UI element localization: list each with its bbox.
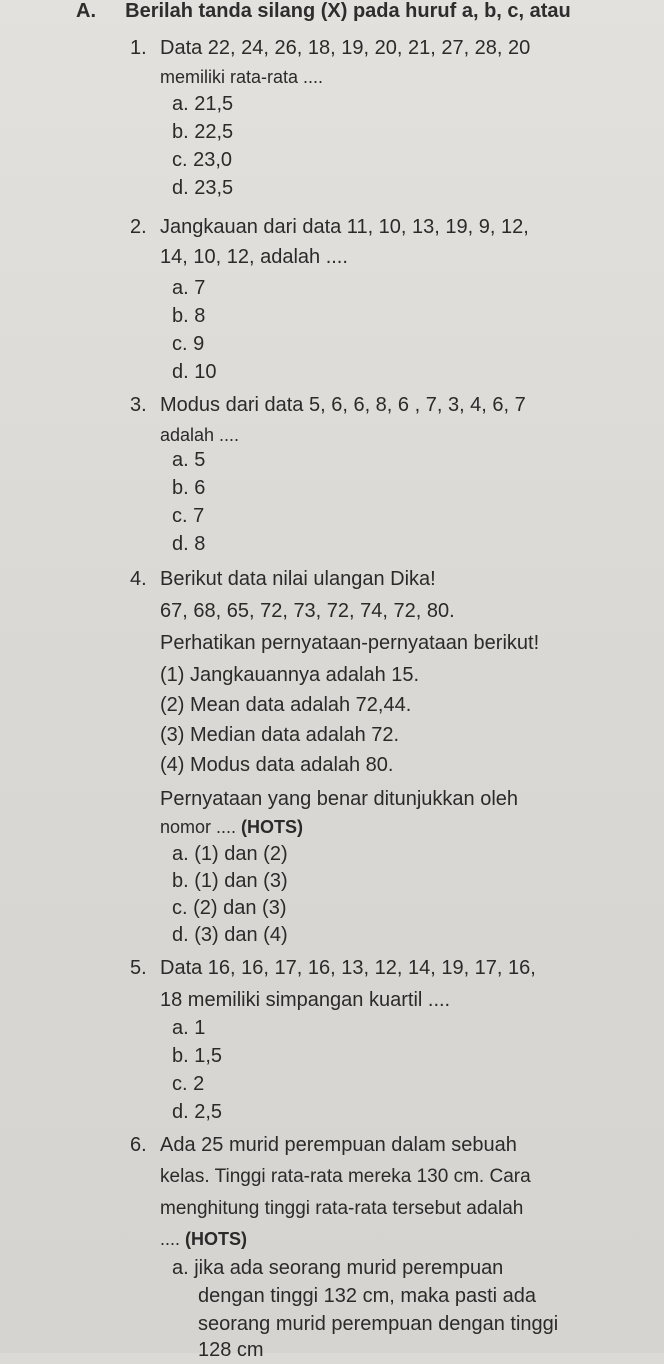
option-d[interactable]: d. (3) dan (4): [172, 924, 288, 946]
statement-3: (3) Median data adalah 72.: [160, 724, 400, 746]
statement-2: (2) Mean data adalah 72,44.: [160, 694, 412, 716]
question-text: 18 memiliki simpangan kuartil ....: [160, 989, 451, 1011]
question-text: Pernyataan yang benar ditunjukkan oleh: [160, 788, 519, 810]
question-text: Data 16, 16, 17, 16, 13, 12, 14, 19, 17, 16,: [160, 957, 536, 979]
option-a-continued: dengan tinggi 132 cm, maka pasti ada: [198, 1285, 536, 1307]
statement-4: (4) Modus data adalah 80.: [160, 754, 394, 776]
question-text: Data 22, 24, 26, 18, 19, 20, 21, 27, 28, 20: [160, 37, 531, 59]
question-text: menghitung tinggi rata-rata tersebut adalah: [160, 1198, 524, 1219]
option-d[interactable]: d. 2,5: [172, 1101, 223, 1123]
question-text: Jangkauan dari data 11, 10, 13, 19, 9, 12,: [160, 216, 529, 238]
option-a[interactable]: a. 1: [172, 1017, 206, 1039]
option-d[interactable]: d. 23,5: [172, 177, 234, 199]
option-d[interactable]: d. 10: [172, 361, 217, 383]
question-text: ....: [160, 1229, 181, 1249]
option-d[interactable]: d. 8: [172, 533, 206, 555]
option-a-continued: seorang murid perempuan dengan tinggi: [198, 1313, 559, 1335]
option-a[interactable]: a. (1) dan (2): [172, 843, 288, 865]
question-number: 1.: [130, 37, 147, 59]
option-c[interactable]: c. 2: [172, 1073, 205, 1095]
option-b[interactable]: b. 8: [172, 305, 206, 327]
option-a[interactable]: a. 7: [172, 277, 206, 299]
hots-tag: (HOTS): [241, 817, 304, 837]
question-text: memiliki rata-rata ....: [160, 67, 324, 87]
question-text: adalah ....: [160, 425, 240, 445]
option-a[interactable]: a. 5: [172, 449, 206, 471]
option-b[interactable]: b. 22,5: [172, 121, 234, 143]
statement-1: (1) Jangkauannya adalah 15.: [160, 664, 420, 686]
question-number: 3.: [130, 394, 147, 416]
option-c[interactable]: c. (2) dan (3): [172, 897, 287, 919]
question-number: 4.: [130, 568, 147, 590]
question-text: 14, 10, 12, adalah ....: [160, 246, 348, 268]
option-b[interactable]: b. (1) dan (3): [172, 870, 288, 892]
question-text: 67, 68, 65, 72, 73, 72, 74, 72, 80.: [160, 600, 455, 622]
question-text: Modus dari data 5, 6, 6, 8, 6 , 7, 3, 4, 6, 7: [160, 394, 526, 416]
question-text: kelas. Tinggi rata-rata mereka 130 cm. Cara: [160, 1166, 531, 1187]
option-b[interactable]: b. 1,5: [172, 1045, 223, 1067]
option-a-continued: 128 cm: [198, 1339, 264, 1361]
question-number: 5.: [130, 957, 147, 979]
question-text: Perhatikan pernyataan-pernyataan berikut!: [160, 632, 540, 654]
question-text: Berikut data nilai ulangan Dika!: [160, 568, 436, 590]
section-header: [76, 0, 571, 23]
option-b[interactable]: b. 6: [172, 477, 206, 499]
question-text: Ada 25 murid perempuan dalam sebuah: [160, 1134, 517, 1156]
option-a[interactable]: a. 21,5: [172, 93, 234, 115]
option-c[interactable]: c. 23,0: [172, 149, 233, 171]
question-prompt: [160, 1224, 247, 1254]
question-number: 2.: [130, 216, 147, 238]
section-instruction: Berilah tanda silang (X) pada huruf a, b, c, atau: [125, 0, 571, 22]
option-c[interactable]: c. 7: [172, 505, 205, 527]
question-text: nomor ....: [160, 817, 237, 837]
option-c[interactable]: c. 9: [172, 333, 205, 355]
section-label: A.: [76, 0, 96, 22]
hots-tag: (HOTS): [185, 1229, 248, 1249]
question-prompt: [160, 812, 303, 842]
question-number: 6.: [130, 1134, 147, 1156]
option-a[interactable]: a. jika ada seorang murid perempuan: [172, 1257, 504, 1279]
